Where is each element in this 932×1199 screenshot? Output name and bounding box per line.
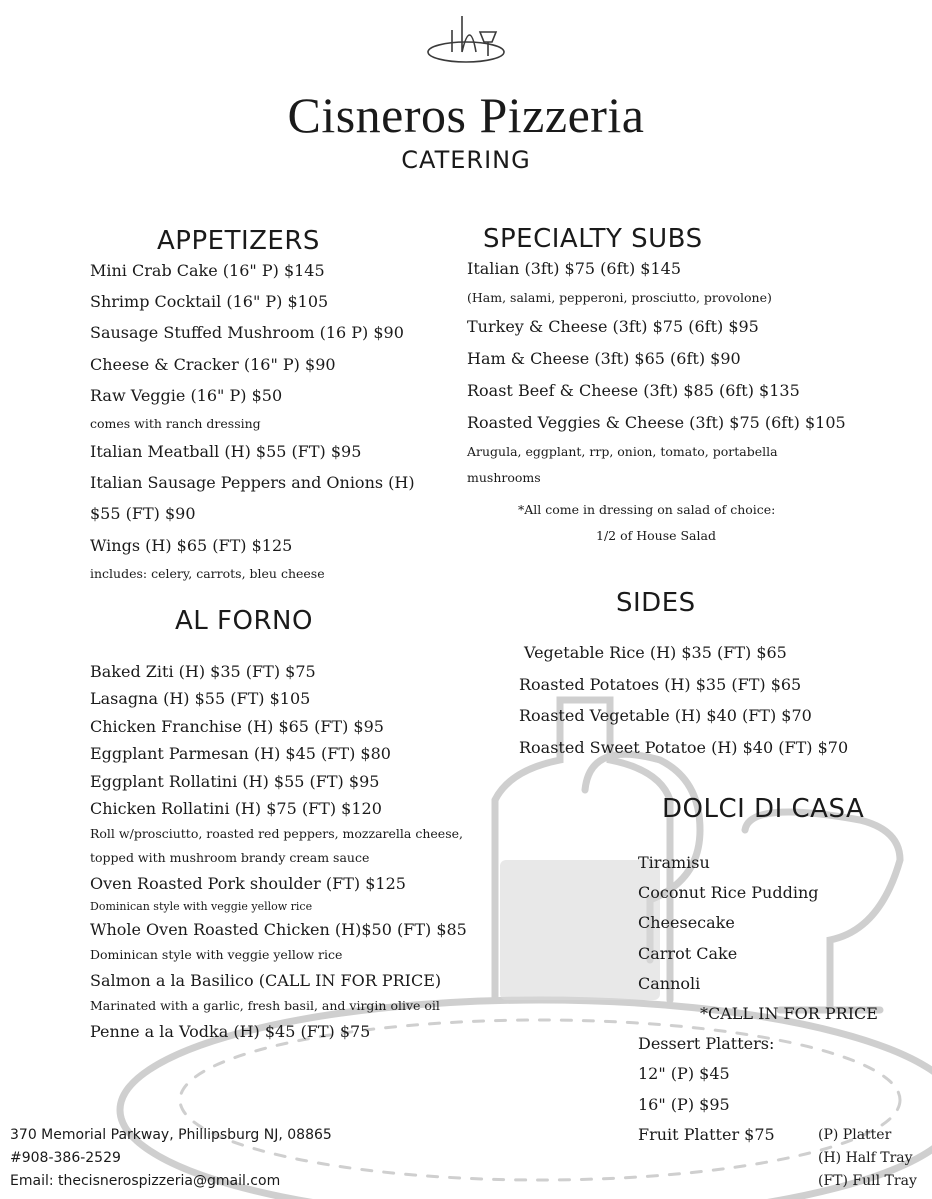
sides-heading: SIDES — [616, 588, 696, 618]
sub-item: Italian (3ft) $75 (6ft) $145 — [467, 259, 681, 278]
al-forno-item: Chicken Rollatini (H) $75 (FT) $120 — [90, 798, 382, 818]
appetizer-item: Sausage Stuffed Mushroom (16 P) $90 — [90, 323, 404, 343]
al-forno-item: Oven Roasted Pork shoulder (FT) $125 — [90, 873, 406, 893]
address-text: 370 Memorial Parkway, Phillipsburg NJ, 08865 — [10, 1127, 332, 1143]
dolci-list — [638, 848, 878, 1150]
side-item: Roasted Sweet Potatoe (H) $40 (FT) $70 — [519, 737, 849, 757]
sub-item: Roasted Veggies & Cheese (3ft) $75 (6ft) $105 — [467, 413, 846, 432]
catering-subtitle: CATERING — [401, 146, 531, 174]
al-forno-item: Penne a la Vodka (H) $45 (FT) $75 — [90, 1021, 371, 1041]
appetizer-note: comes with ranch dressing — [90, 415, 261, 431]
platter-item: 16" (P) $95 — [638, 1094, 730, 1114]
appetizer-item: Raw Veggie (16" P) $50 — [90, 385, 283, 405]
sub-note: Arugula, eggplant, rrp, onion, tomato, portabella — [467, 444, 778, 459]
al-forno-note: topped with mushroom brandy cream sauce — [90, 849, 370, 865]
specialty-subs-list — [467, 253, 846, 491]
legend-full-tray: (FT) Full Tray — [818, 1173, 917, 1189]
al-forno-item: Eggplant Parmesan (H) $45 (FT) $80 — [90, 744, 391, 764]
platter-item: Fruit Platter $75 — [638, 1124, 775, 1144]
sub-item: Turkey & Cheese (3ft) $75 (6ft) $95 — [467, 317, 759, 336]
appetizer-item: Mini Crab Cake (16" P) $145 — [90, 261, 325, 280]
al-forno-item: Salmon a la Basilico (CALL IN FOR PRICE) — [90, 970, 442, 990]
sub-item: Roast Beef & Cheese (3ft) $85 (6ft) $135 — [467, 381, 800, 400]
platter-item: 12" (P) $45 — [638, 1064, 730, 1084]
sub-item: Ham & Cheese (3ft) $65 (6ft) $90 — [467, 349, 741, 368]
dessert-item: Tiramisu — [638, 853, 710, 872]
al-forno-item: Chicken Franchise (H) $65 (FT) $95 — [90, 716, 384, 736]
legend-half-tray: (H) Half Tray — [818, 1150, 913, 1166]
sub-note: mushrooms — [467, 470, 541, 485]
appetizer-item: Cheese & Cracker (16" P) $90 — [90, 354, 336, 374]
dessert-item: Cannoli — [638, 973, 701, 993]
al-forno-heading: AL FORNO — [175, 606, 313, 636]
al-forno-item: Baked Ziti (H) $35 (FT) $75 — [90, 662, 316, 681]
al-forno-note: Dominican style with veggie yellow rice — [90, 947, 343, 963]
specialty-subs-heading: SPECIALTY SUBS — [483, 224, 703, 254]
subs-dressing-note: *All come in dressing on salad of choice: — [518, 502, 776, 517]
subs-salad-note: 1/2 of House Salad — [596, 528, 716, 543]
size-legend — [818, 1124, 917, 1193]
dolci-heading: DOLCI DI CASA — [662, 794, 865, 824]
appetizer-item: $55 (FT) $90 — [90, 504, 196, 524]
call-for-price-note: *CALL IN FOR PRICE — [700, 1003, 878, 1023]
appetizer-item: Shrimp Cocktail (16" P) $105 — [90, 292, 329, 312]
al-forno-item: Lasagna (H) $55 (FT) $105 — [90, 689, 311, 709]
sub-note: (Ham, salami, pepperoni, prosciutto, provolone) — [467, 290, 772, 305]
legend-platter: (P) Platter — [818, 1127, 892, 1143]
al-forno-note: Marinated with a garlic, fresh basil, and virgin olive oil — [90, 998, 440, 1014]
dessert-item: Carrot Cake — [638, 943, 738, 963]
side-item: Roasted Vegetable (H) $40 (FT) $70 — [519, 706, 812, 725]
side-item: Roasted Potatoes (H) $35 (FT) $65 — [519, 674, 802, 694]
al-forno-item: Whole Oven Roasted Chicken (H)$50 (FT) $85 — [90, 919, 467, 939]
phone-text: #908-386-2529 — [10, 1150, 121, 1166]
restaurant-title: Cisneros Pizzeria — [287, 87, 645, 143]
dessert-item: Coconut Rice Pudding — [638, 883, 819, 903]
al-forno-note: Dominican style with veggie yellow rice — [90, 899, 313, 913]
dessert-item: Cheesecake — [638, 913, 735, 933]
appetizer-item: Italian Meatball (H) $55 (FT) $95 — [90, 441, 362, 461]
appetizer-item: Wings (H) $65 (FT) $125 — [90, 535, 293, 555]
dessert-platters-label: Dessert Platters: — [638, 1034, 775, 1054]
al-forno-note: Roll w/prosciutto, roasted red peppers, mozzarella cheese, — [90, 826, 463, 842]
appetizers-list — [90, 255, 415, 586]
appetizer-note: includes: celery, carrots, bleu cheese — [90, 565, 325, 581]
appetizers-heading: APPETIZERS — [157, 226, 320, 256]
side-item: Vegetable Rice (H) $35 (FT) $65 — [524, 643, 787, 662]
sides-list — [519, 637, 848, 763]
al-forno-list — [90, 658, 467, 1045]
appetizer-item: Italian Sausage Peppers and Onions (H) — [90, 473, 415, 493]
contact-footer — [10, 1124, 332, 1193]
email-text: Email: thecisnerospizzeria@gmail.com — [10, 1173, 281, 1189]
al-forno-item: Eggplant Rollatini (H) $55 (FT) $95 — [90, 771, 380, 791]
